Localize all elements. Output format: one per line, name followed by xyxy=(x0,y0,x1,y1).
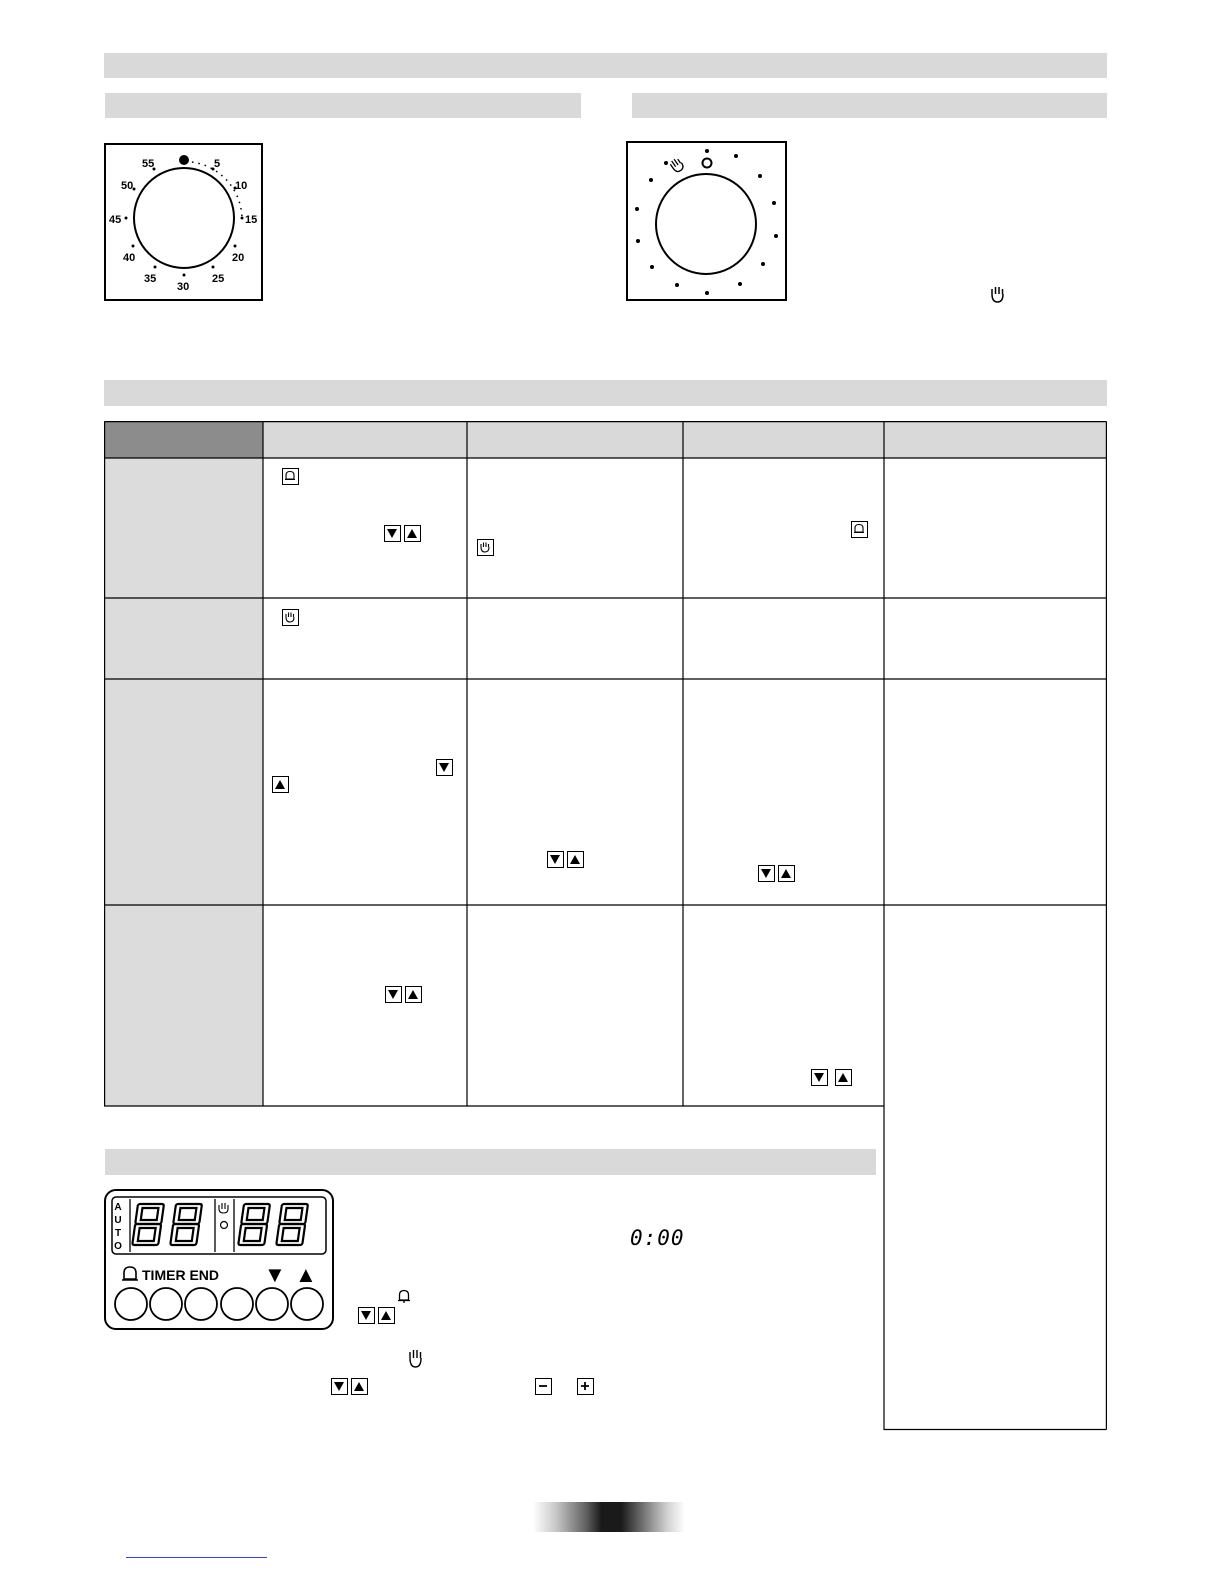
up-arrow-icon xyxy=(567,851,584,868)
up-arrow-icon xyxy=(351,1378,368,1395)
timer-pointer-dot xyxy=(179,155,189,165)
hand-icon xyxy=(669,157,685,173)
up-arrow-icon xyxy=(405,986,422,1003)
up-arrow-icon xyxy=(778,865,795,882)
timer-label-10: 10 xyxy=(235,180,248,192)
minute-timer-knob[interactable] xyxy=(134,168,234,268)
panel-button-4[interactable] xyxy=(221,1288,253,1320)
bell-icon xyxy=(282,468,299,485)
table-header-row xyxy=(263,421,1107,458)
down-arrow-icon xyxy=(758,865,775,882)
down-arrow-icon xyxy=(358,1307,375,1324)
down-arrow-icon xyxy=(331,1378,348,1395)
up-arrow-icon xyxy=(272,776,289,793)
timer-tick-dots xyxy=(125,168,244,277)
timer-label-20: 20 xyxy=(232,252,245,264)
hand-icon xyxy=(477,539,494,556)
plus-icon xyxy=(577,1378,594,1395)
up-arrow-icon xyxy=(835,1069,852,1086)
auto-letter-t: T xyxy=(114,1228,122,1239)
up-arrow-icon: ▲ xyxy=(295,1262,317,1287)
programmer-knob[interactable] xyxy=(656,174,756,274)
up-arrow-icon xyxy=(378,1307,395,1324)
panel-button-1[interactable] xyxy=(115,1288,147,1320)
programmer-dial-box xyxy=(626,141,787,301)
minute-timer-dial-box xyxy=(104,143,263,301)
down-arrow-icon xyxy=(436,759,453,776)
section-header-bar-display xyxy=(105,1149,876,1175)
down-arrow-icon xyxy=(384,525,401,542)
timer-label-15: 15 xyxy=(245,214,258,226)
hand-icon xyxy=(407,1348,425,1370)
auto-letter-u: U xyxy=(114,1215,122,1226)
down-arrow-icon xyxy=(811,1069,828,1086)
section-header-bar-top xyxy=(104,53,1107,78)
footer-link-underline xyxy=(126,1557,267,1558)
panel-button-up[interactable] xyxy=(291,1288,323,1320)
down-arrow-icon xyxy=(385,986,402,1003)
section-header-bar-right xyxy=(632,93,1107,118)
panel-button-down[interactable] xyxy=(256,1288,288,1320)
timer-label-35: 35 xyxy=(144,273,157,285)
minute-timer-dial-graphic xyxy=(106,145,261,299)
hand-icon xyxy=(989,285,1007,305)
minus-icon xyxy=(535,1378,552,1395)
timer-label-5: 5 xyxy=(214,158,221,170)
bell-icon xyxy=(851,521,868,538)
section-header-bar-left xyxy=(105,93,581,118)
timer-end-label: TIMER END xyxy=(142,1267,219,1283)
timer-label-45: 45 xyxy=(109,214,122,226)
timer-label-30: 30 xyxy=(177,281,190,293)
timer-label-40: 40 xyxy=(123,252,136,264)
hand-icon xyxy=(282,609,299,626)
panel-button-2[interactable] xyxy=(150,1288,182,1320)
table-header-first-cell xyxy=(104,421,263,458)
programmer-off-marker xyxy=(703,159,712,168)
auto-letter-o: O xyxy=(114,1241,122,1252)
up-arrow-icon xyxy=(404,525,421,542)
section-header-bar-table xyxy=(104,380,1107,406)
page-number-tab xyxy=(533,1502,685,1532)
timer-label-25: 25 xyxy=(212,273,225,285)
down-arrow-icon xyxy=(547,851,564,868)
table-side-column xyxy=(104,458,263,1106)
programmer-dial-graphic xyxy=(628,143,785,299)
bell-icon xyxy=(397,1288,411,1304)
display-readout: 0:00 xyxy=(630,1226,685,1250)
panel-button-3[interactable] xyxy=(185,1288,217,1320)
down-arrow-icon: ▼ xyxy=(264,1262,286,1287)
timer-label-50: 50 xyxy=(121,180,134,192)
auto-letter-a: A xyxy=(114,1202,122,1213)
electronic-timer-panel xyxy=(104,1189,334,1330)
timer-label-55: 55 xyxy=(142,158,155,170)
